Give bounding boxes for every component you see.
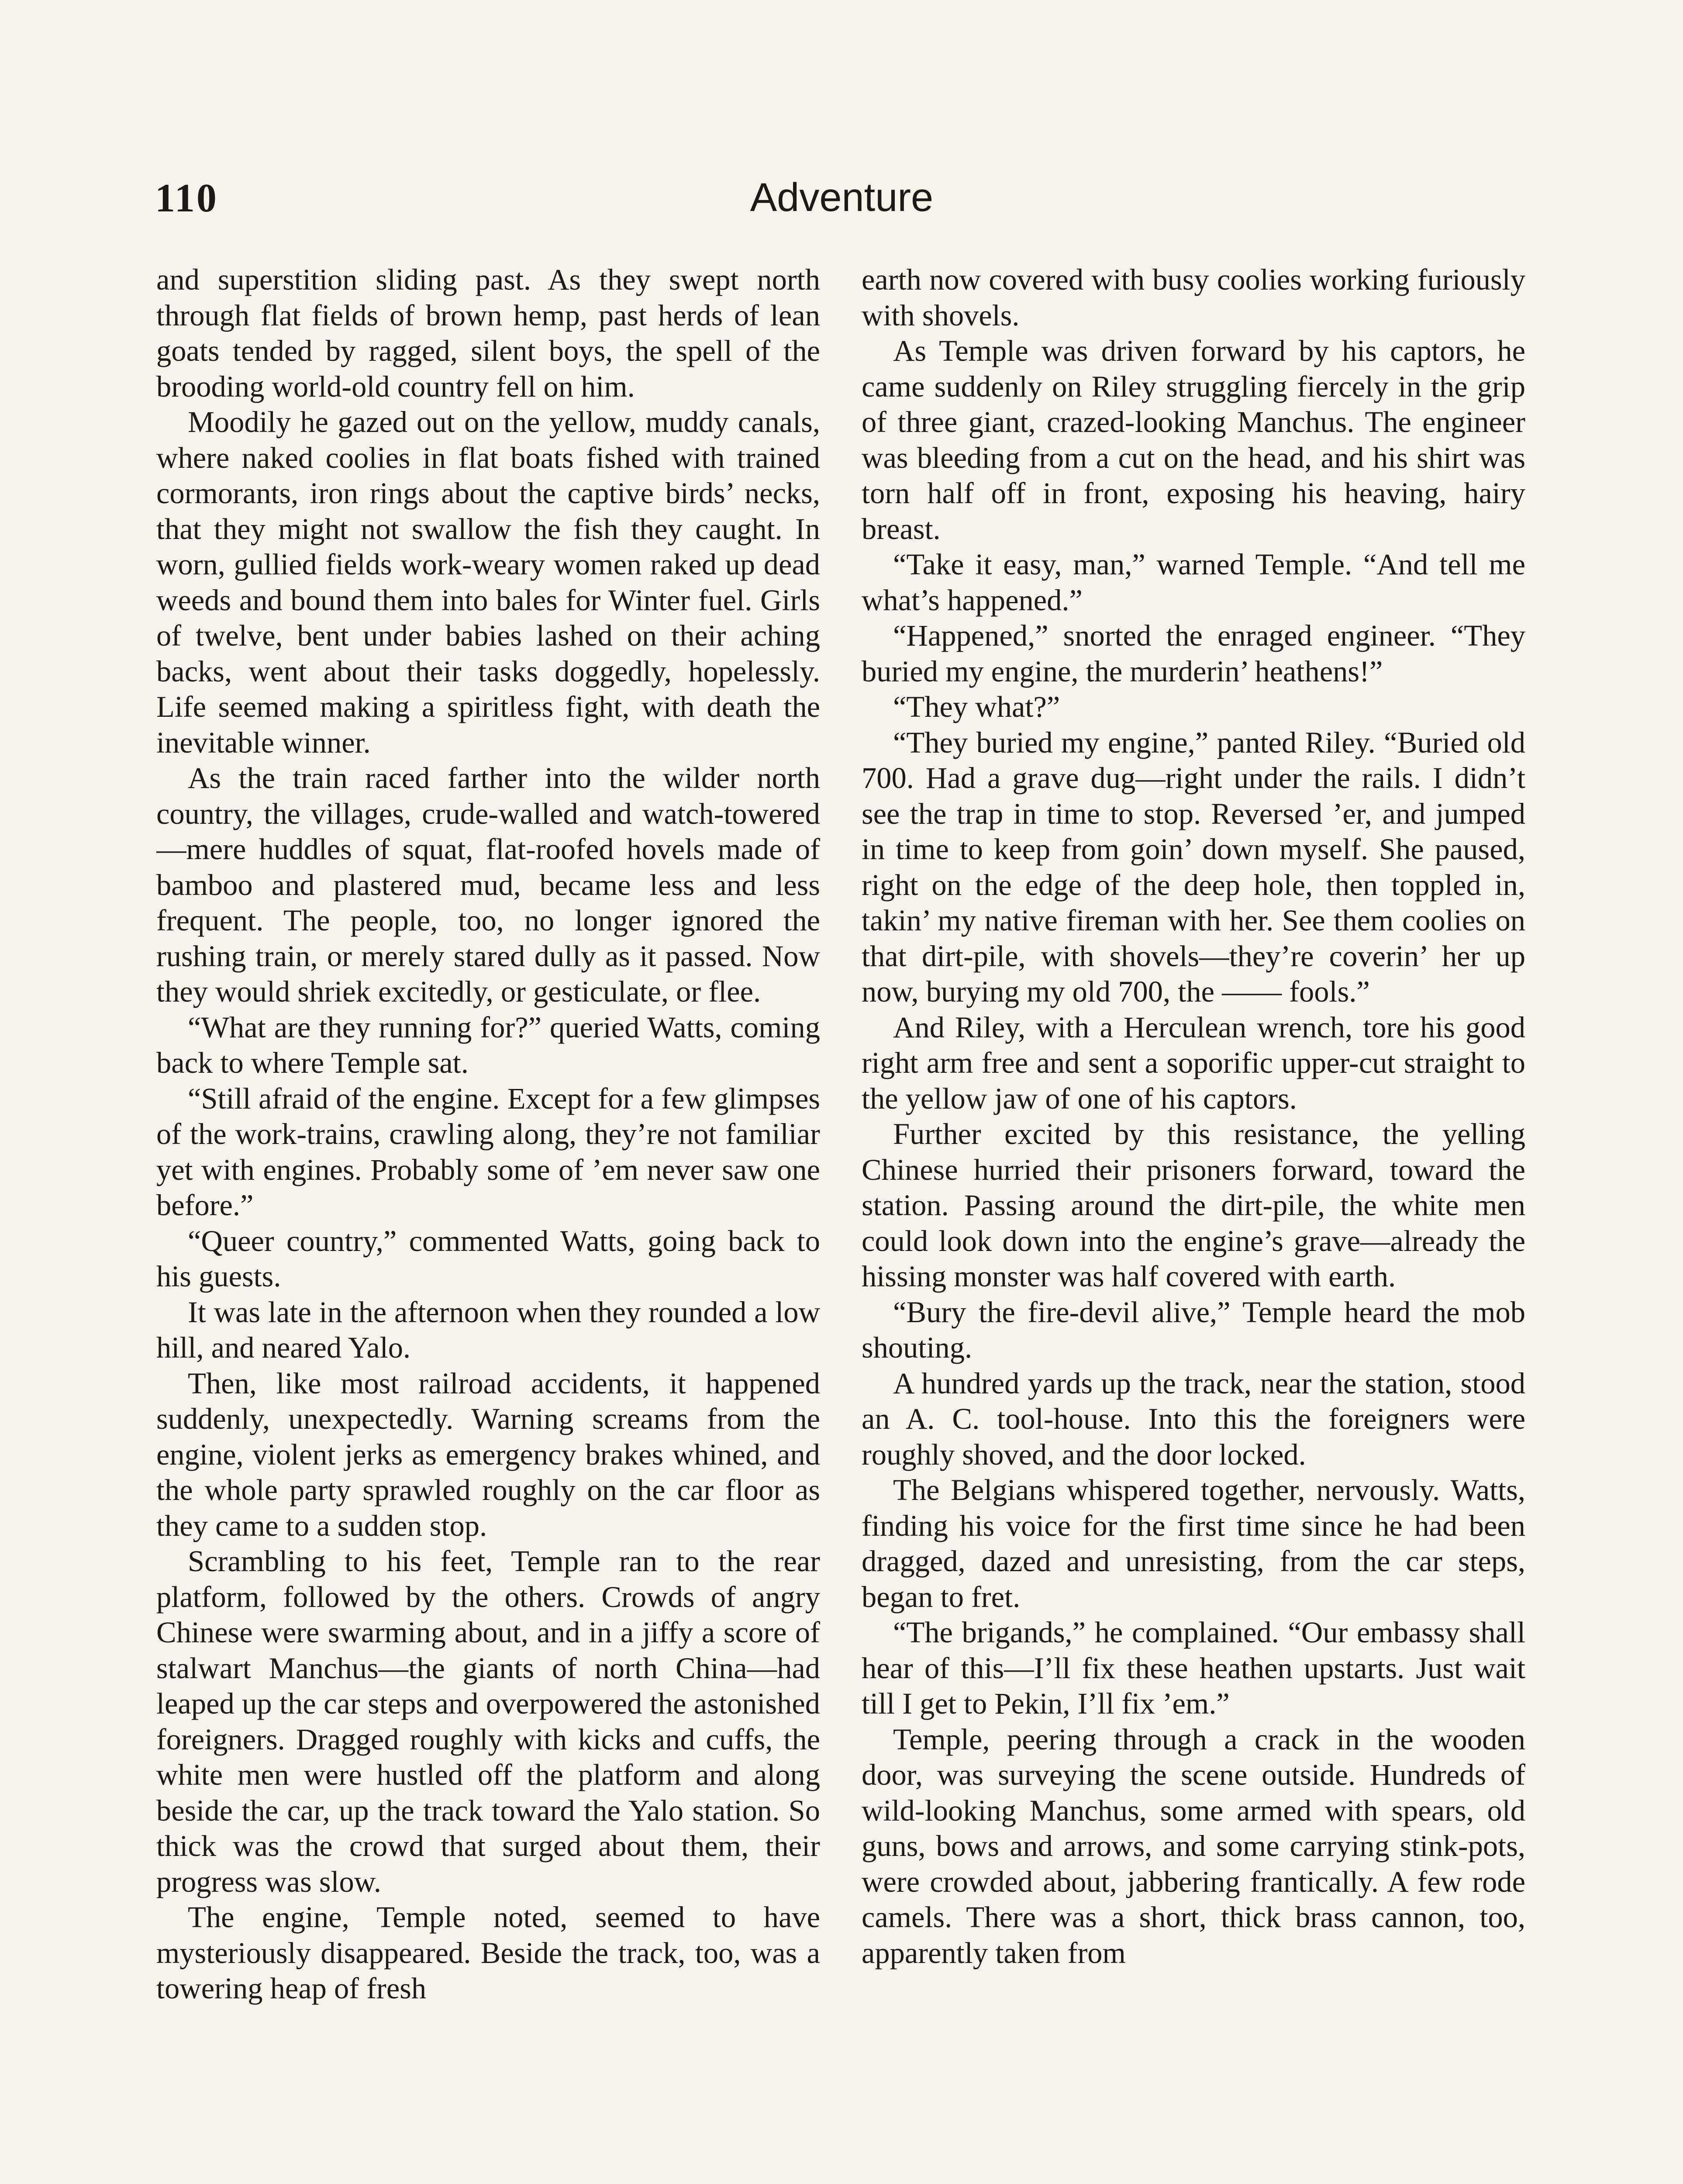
- paragraph: “They buried my engine,” panted Riley. “Buried old 700. Had a grave dug—right under the rails. I didn’t see the trap in time to stop. Reversed ’er, and jumped in time to keep from goin’ down myself. She paused, right on the edge of the deep hole, then toppled in, takin’ my native fireman with her. See them coolies on that dirt-pile, with shovels—they’re coverin’ her up now, burying my old 700, the —— fools.”: [862, 726, 1525, 1008]
- paragraph: “Still afraid of the engine. Except for a few glimpses of the work-trains, crawling along, they’re not familiar yet with engines. Probably some of ’em never saw one before.”: [156, 1082, 820, 1222]
- paragraph: Further excited by this resistance, the yelling Chinese hurried their prisoners forward, toward the station. Passing around the dirt-pile, the white men could look down into the engine’s grave—already the hissing monster was half covered with earth.: [862, 1117, 1525, 1293]
- paragraph: “Bury the fire-devil alive,” Temple heard the mob shouting.: [862, 1295, 1525, 1364]
- paragraph: Temple, peering through a crack in the wooden door, was surveying the scene outside. Hundreds of wild-looking Manchus, some armed with spears, old guns, bows and arrows, and some carrying stink-pots, were crowded about, jabbering frantically. A few rode camels. There was a short, thick brass cannon, too, apparently taken from: [862, 1722, 1525, 1970]
- paragraph: “Take it easy, man,” warned Temple. “And tell me what’s happened.”: [862, 548, 1525, 617]
- paragraph: “The brigands,” he complained. “Our embassy shall hear of this—I’ll fix these heathen upstarts. Just wait till I get to Pekin, I’ll fix ’em.”: [862, 1616, 1525, 1720]
- page-header: [155, 175, 1528, 227]
- paragraph: The Belgians whispered together, nervously. Watts, finding his voice for the first time since he had been dragged, dazed and unresisting, from the car steps, began to fret.: [862, 1473, 1525, 1614]
- paragraph: earth now covered with busy coolies working furiously with shovels.: [862, 263, 1525, 332]
- paragraph: A hundred yards up the track, near the station, stood an A. C. tool-house. Into this the foreigners were roughly shoved, and the door locked.: [862, 1366, 1525, 1471]
- paragraph: “What are they running for?” queried Watts, coming back to where Temple sat.: [156, 1010, 820, 1079]
- paragraph: “Queer country,” commented Watts, going back to his guests.: [156, 1224, 820, 1293]
- paragraph: Moodily he gazed out on the yellow, muddy canals, where naked coolies in flat boats fished with trained cormorants, iron rings about the captive birds’ necks, that they might not swallow the fish they caught. In worn, gullied fields work-weary women raked up dead weeds and bound them into bales for Winter fuel. Girls of twelve, bent under babies lashed on their aching backs, went about their tasks doggedly, hopelessly. Life seemed making a spiritless fight, with death the inevitable winner.: [156, 405, 820, 759]
- paragraph: As Temple was driven forward by his captors, he came suddenly on Riley struggling fiercely in the grip of three giant, crazed-looking Manchus. The engineer was bleeding from a cut on the head, and his shirt was torn half off in front, exposing his heaving, hairy breast.: [862, 334, 1525, 546]
- magazine-title: Adventure: [750, 175, 934, 220]
- paragraph: It was late in the afternoon when they rounded a low hill, and neared Yalo.: [156, 1295, 820, 1364]
- paragraph: As the train raced farther into the wilder north country, the villages, crude-walled and watch-towered—mere huddles of squat, flat-roofed hovels made of bamboo and plastered mud, became less and less frequent. The people, too, no longer ignored the rushing train, or merely stared dully as it passed. Now they would shriek excitedly, or gesticulate, or flee.: [156, 761, 820, 1008]
- page-number: 110: [155, 176, 218, 220]
- paragraph: and superstition sliding past. As they swept north through flat fields of brown hemp, past herds of lean goats tended by ragged, silent boys, the spell of the brooding world-old country fell on him.: [156, 263, 820, 403]
- paragraph: The engine, Temple noted, seemed to have mysteriously disappeared. Beside the track, too, was a towering heap of fresh: [156, 1901, 820, 2005]
- paragraph: And Riley, with a Herculean wrench, tore his good right arm free and sent a soporific upper-cut straight to the yellow jaw of one of his captors.: [862, 1010, 1525, 1115]
- right-text-column: [862, 262, 1525, 2184]
- paragraph: Then, like most railroad accidents, it happened suddenly, unexpectedly. Warning screams from the engine, violent jerks as emergency brakes whined, and the whole party sprawled roughly on the car floor as they came to a sudden stop.: [156, 1366, 820, 1542]
- paragraph: Scrambling to his feet, Temple ran to the rear platform, followed by the others. Crowds of angry Chinese were swarming about, and in a jiffy a score of stalwart Manchus—the giants of north China—had leaped up the car steps and overpowered the astonished foreigners. Dragged roughly with kicks and cuffs, the white men were hustled off the platform and along beside the car, up the track toward the Yalo station. So thick was the crowd that surged about them, their progress was slow.: [156, 1545, 820, 1898]
- left-text-column: [156, 262, 820, 2184]
- paragraph: “Happened,” snorted the enraged engineer. “They buried my engine, the murderin’ heathens!”: [862, 619, 1525, 688]
- paragraph: “They what?”: [893, 690, 1060, 723]
